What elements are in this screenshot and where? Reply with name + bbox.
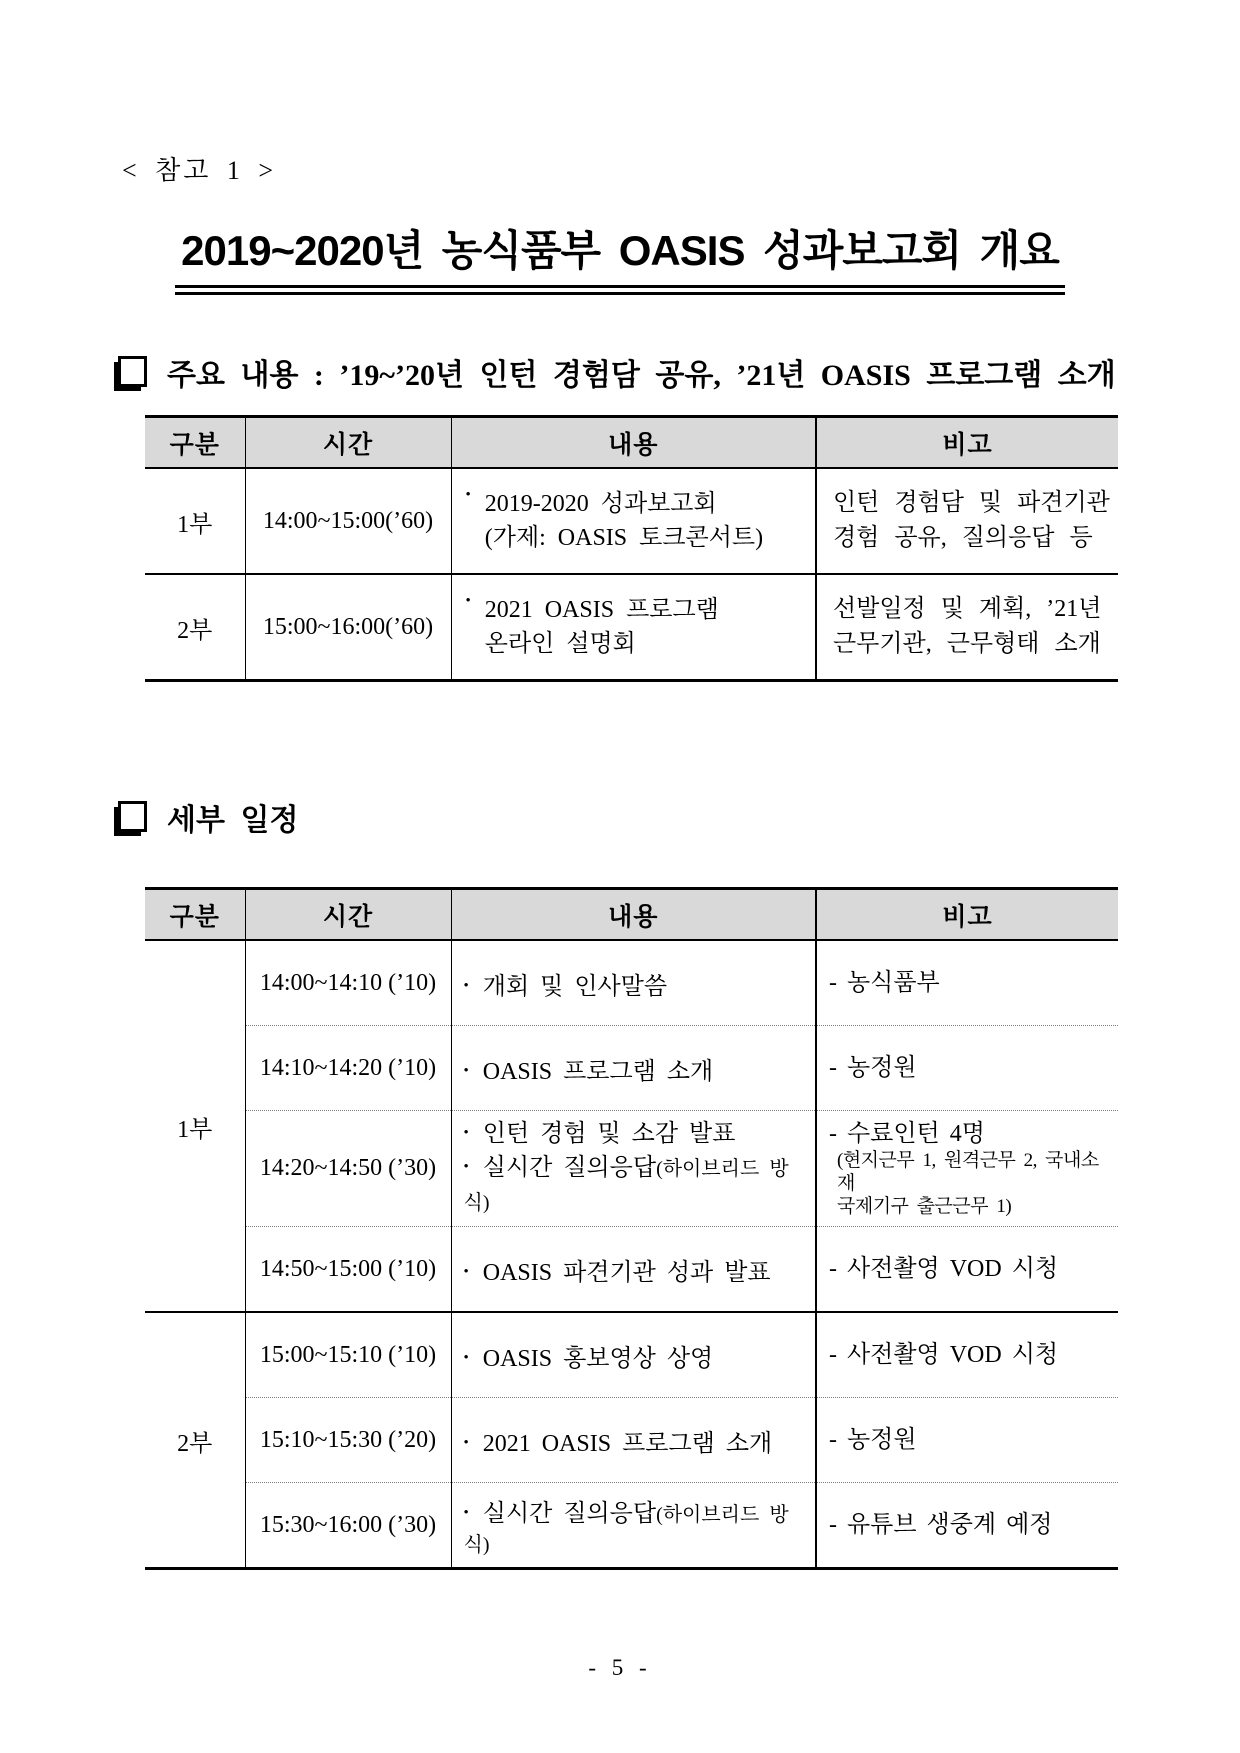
content-cell: [451, 1227, 816, 1313]
note-cell: - 농정원: [816, 1398, 1118, 1483]
table-row: [145, 468, 1118, 574]
header-cell-time: 시간: [245, 889, 451, 941]
table-row: [145, 1312, 1118, 1398]
content-line: 2021 OASIS 프로그램: [484, 597, 719, 623]
content-cell: [451, 1026, 816, 1111]
time-cell: 14:50~15:00 (’10): [245, 1227, 451, 1313]
time-cell: 15:00~16:00(’60): [245, 574, 451, 681]
table-row: [145, 1227, 1118, 1313]
note-line-small: (현지근무 1, 원격근무 2, 국내소재: [837, 1150, 1099, 1194]
bullet-icon: •: [463, 1504, 469, 1521]
time-cell: 14:20~14:50 (’30): [245, 1111, 451, 1227]
note-cell: - 농식품부: [816, 940, 1118, 1026]
note-cell: [816, 468, 1118, 574]
content-cell: [451, 574, 816, 681]
content-line: 온라인 설명회: [484, 631, 636, 657]
header-cell-note: 비고: [816, 889, 1118, 941]
table-row: [145, 574, 1118, 681]
time-cell: 15:10~15:30 (’20): [245, 1398, 451, 1483]
content-text: OASIS 프로그램 소개: [482, 1058, 714, 1085]
header-cell-part: 구분: [145, 417, 245, 469]
part-cell: 1부: [177, 1116, 213, 1143]
time-cell: 14:10~14:20 (’10): [245, 1026, 451, 1111]
bullet-icon: •: [463, 1349, 469, 1366]
time-cell: 14:00~14:10 (’10): [245, 940, 451, 1026]
content-text: OASIS 파견기관 성과 발표: [482, 1259, 771, 1286]
table-row: [145, 1026, 1118, 1111]
bullet-icon: •: [463, 1062, 469, 1079]
section-heading-main-content: [118, 350, 1116, 394]
content-cell: [451, 1312, 816, 1398]
table-header-row: [145, 889, 1118, 941]
reference-label: < 참고 1 >: [122, 156, 277, 185]
note-cell: - 농정원: [816, 1026, 1118, 1111]
overview-table: [145, 415, 1118, 682]
header-cell-part: 구분: [145, 889, 245, 941]
time-cell: 15:30~16:00 (’30): [245, 1483, 451, 1569]
table-row: [145, 940, 1118, 1026]
content-text: 2021 OASIS 프로그램 소개: [482, 1430, 773, 1457]
note-line: 선발일정 및 계획, ’21년: [833, 596, 1102, 622]
bullet-icon: •: [463, 977, 469, 994]
table-row: [145, 1483, 1118, 1569]
content-cell: [451, 468, 816, 574]
content-line: (가제: OASIS 토크콘서트): [484, 525, 764, 551]
content-cell: [451, 1483, 816, 1569]
content-text-small: (하이브리드 방식): [463, 1503, 789, 1556]
section-heading-label: 주요 내용 : ’19~’20년 인턴 경험담 공유, ’21년 OASIS 프로그램 소개: [167, 359, 1116, 392]
note-cell: - 유튜브 생중계 예정: [816, 1483, 1118, 1569]
content-line: 2019-2020 성과보고회: [484, 491, 717, 517]
table-row: [145, 1398, 1118, 1483]
note-line: 근무기관, 근무형태 소개: [833, 631, 1101, 657]
part-cell: 2부: [145, 1312, 245, 1569]
part-cell: 1부: [177, 511, 213, 538]
content-line: [464, 1117, 810, 1151]
note-cell: [816, 1111, 1118, 1227]
page-title: 2019~2020년 농식품부 OASIS 성과보고회 개요: [175, 218, 1065, 295]
table-header-row: [145, 417, 1118, 469]
content-cell: [451, 940, 816, 1026]
content-text: 실시간 질의응답: [482, 1500, 657, 1527]
square-bullet-icon: [118, 356, 147, 387]
note-line: 경험 공유, 질의응답 등: [833, 525, 1093, 551]
note-line-small: 국제기구 출근근무 1): [837, 1196, 1012, 1217]
page-footer: - 5 -: [588, 1655, 652, 1680]
note-line: 인턴 경험담 및 파견기관: [833, 490, 1110, 516]
detail-table: [145, 887, 1118, 1570]
time-cell: 14:00~15:00(’60): [245, 468, 451, 574]
note-cell: - 사전촬영 VOD 시청: [816, 1312, 1118, 1398]
content-line: [464, 1151, 810, 1220]
note-cell: - 사전촬영 VOD 시청: [816, 1227, 1118, 1313]
bullet-icon: •: [463, 1159, 469, 1175]
part-cell: 2부: [145, 574, 245, 681]
header-cell-note: 비고: [816, 417, 1118, 469]
content-cell: [451, 1111, 816, 1227]
content-text: 인턴 경험 및 소감 발표: [482, 1121, 736, 1147]
table-row: [145, 1111, 1118, 1227]
title-container: [0, 218, 1240, 295]
header-cell-content: 내용: [451, 417, 816, 469]
bullet-icon: •: [463, 1125, 469, 1141]
section-heading-label: 세부 일정: [167, 804, 299, 837]
content-text: OASIS 홍보영상 상영: [482, 1345, 714, 1372]
note-line: - 수료인턴 4명: [829, 1121, 985, 1147]
bullet-icon: •: [465, 593, 471, 609]
bullet-icon: •: [463, 1263, 469, 1280]
time-cell: 15:00~15:10 (’10): [245, 1312, 451, 1398]
note-cell: [816, 574, 1118, 681]
bullet-icon: •: [463, 1434, 469, 1451]
content-text-small: (하이브리드 방식): [463, 1158, 789, 1214]
header-cell-content: 내용: [451, 889, 816, 941]
content-text: 실시간 질의응답: [482, 1155, 657, 1181]
content-text: 개회 및 인사말씀: [482, 973, 668, 1000]
section-heading-detail-schedule: [118, 795, 298, 839]
header-cell-time: 시간: [245, 417, 451, 469]
square-bullet-icon: [118, 801, 147, 832]
content-cell: [451, 1398, 816, 1483]
bullet-icon: •: [465, 487, 471, 503]
